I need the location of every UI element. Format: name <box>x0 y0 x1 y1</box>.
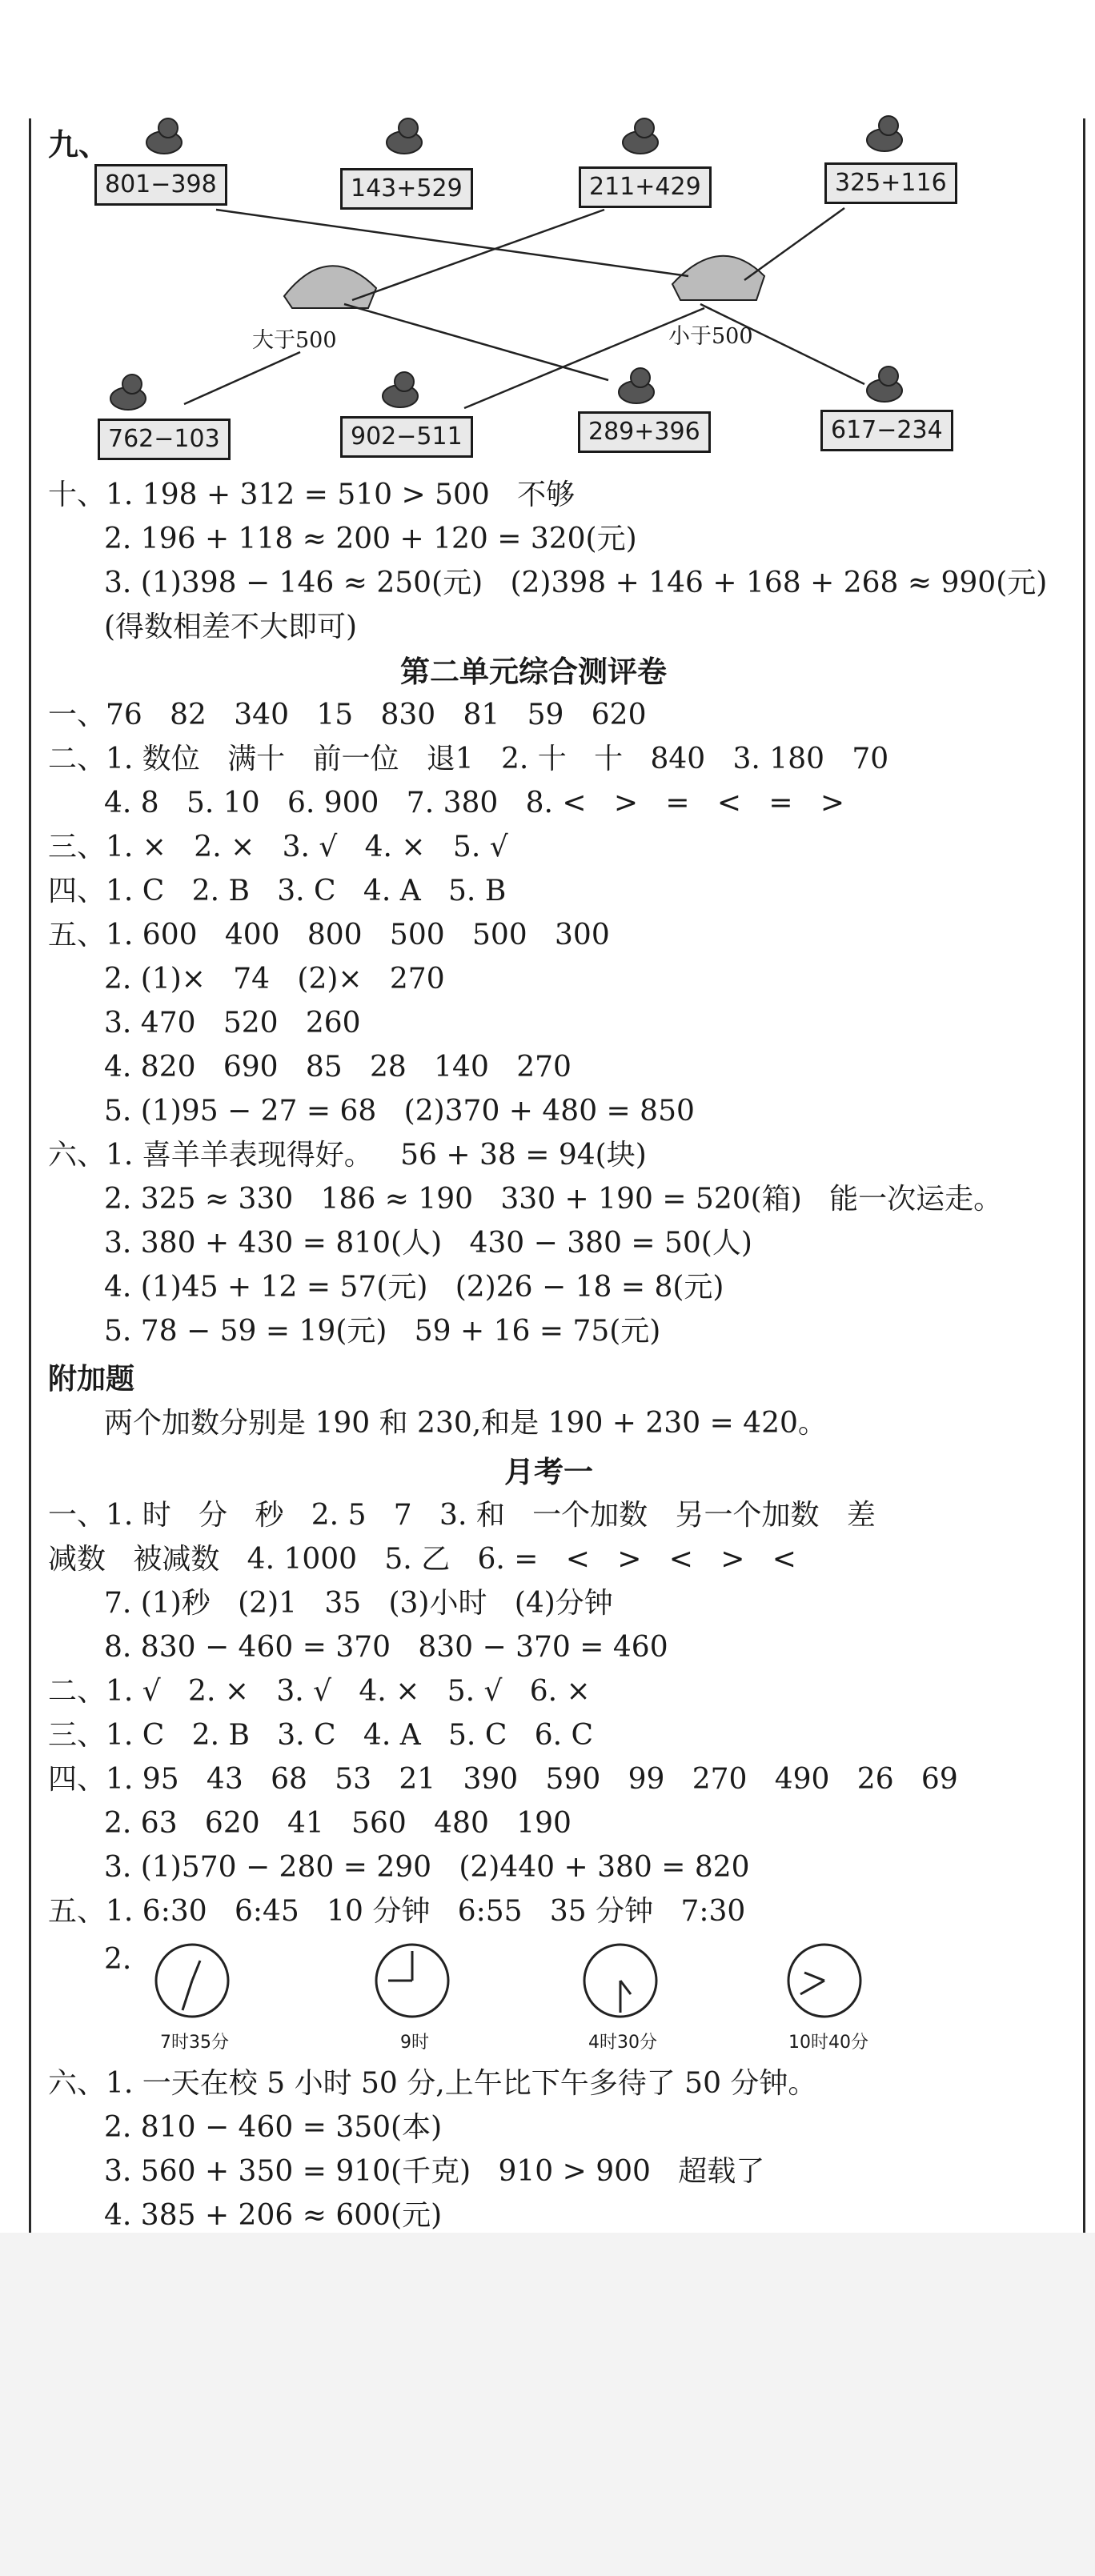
top-box-1: 801−398 <box>94 164 227 206</box>
unit2-line: 3. 380 + 430 = 810(人) 430 − 380 = 50(人) <box>104 1227 752 1260</box>
clock-label: 9时 <box>400 2033 429 2053</box>
month-tail-line: 3. 560 + 350 = 910(千克) 910 > 900 超载了 <box>104 2155 765 2188</box>
month-line: 2. <box>104 1943 132 1976</box>
month-tail-line: 六、1. 一天在校 5 小时 50 分,上午比下午多待了 50 分钟。 <box>48 2067 817 2100</box>
top-box-4: 325+116 <box>824 162 957 204</box>
unit2-line: 四、1. C 2. B 3. C 4. A 5. B <box>48 875 507 907</box>
month-line: 一、1. 时 分 秒 2. 5 7 3. 和 一个加数 另一个加数 差 <box>48 1499 876 1532</box>
month-line: 四、1. 95 43 68 53 21 390 590 99 270 490 26 69 <box>48 1763 958 1796</box>
month-line: 减数 被减数 4. 1000 5. 乙 6. = < > < > < <box>48 1543 796 1576</box>
bonus-text: 两个加数分别是 190 和 230,和是 190 + 230 = 420。 <box>104 1407 827 1440</box>
bottom-box-4: 617−234 <box>820 410 953 451</box>
unit2-line: 二、1. 数位 满十 前一位 退1 2. 十 十 840 3. 180 70 <box>48 743 889 775</box>
month-line: 三、1. C 2. B 3. C 4. A 5. C 6. C <box>48 1719 594 1752</box>
month-line: 五、1. 6:30 6:45 10 分钟 6:55 35 分钟 7:30 <box>48 1895 746 1928</box>
house-right-label: 小于500 <box>668 324 753 349</box>
unit2-line: 三、1. × 2. × 3. √ 4. × 5. √ <box>48 831 508 863</box>
unit2-line: 六、1. 喜羊羊表现得好。 56 + 38 = 94(块) <box>48 1139 647 1172</box>
unit2-line: 4. 8 5. 10 6. 900 7. 380 8. < > = < = > <box>104 787 845 819</box>
section-nine-label: 九、 <box>48 126 110 162</box>
month-line: 8. 830 − 460 = 370 830 − 370 = 460 <box>104 1631 668 1664</box>
top-box-2: 143+529 <box>340 168 473 210</box>
unit2-line: 5. (1)95 − 27 = 68 (2)370 + 480 = 850 <box>104 1095 695 1128</box>
bottom-box-1: 762−103 <box>98 419 231 460</box>
unit2-line: 一、76 82 340 15 830 81 59 620 <box>48 699 647 731</box>
clock-label: 10时40分 <box>788 2033 868 2053</box>
unit2-line: 4. 820 690 85 28 140 270 <box>104 1051 572 1084</box>
unit2-line: 五、1. 600 400 800 500 500 300 <box>48 919 610 951</box>
page-bottom-blank <box>0 2233 1095 2576</box>
ten-line-1: 十、1. 198 + 312 = 510 > 500 不够 <box>48 479 576 511</box>
house-left-icon <box>284 266 376 308</box>
house-left-label: 大于500 <box>252 328 337 353</box>
bottom-box-2: 902−511 <box>340 416 473 458</box>
unit2-line: 3. 470 520 260 <box>104 1007 361 1040</box>
unit2-title: 第二单元综合测评卷 <box>400 654 667 689</box>
ten-line-2: 2. 196 + 118 ≈ 200 + 120 = 320(元) <box>104 523 637 555</box>
unit2-line: 2. 325 ≈ 330 186 ≈ 190 330 + 190 = 520(箱) 能一次运走。 <box>104 1183 1003 1216</box>
month-line: 二、1. √ 2. × 3. √ 4. × 5. √ 6. × <box>48 1675 591 1708</box>
ten-line-3: 3. (1)398 − 146 ≈ 250(元) (2)398 + 146 + 168 + 268 ≈ 990(元) <box>104 567 1048 599</box>
ten-line-4: (得数相差不大即可) <box>104 611 358 643</box>
clock-label: 4时30分 <box>588 2033 657 2053</box>
month-tail-line: 4. 385 + 206 ≈ 600(元) <box>104 2199 443 2232</box>
unit2-line: 5. 78 − 59 = 19(元) 59 + 16 = 75(元) <box>104 1315 661 1348</box>
bonus-title: 附加题 <box>48 1363 135 1396</box>
month-line: 3. (1)570 − 280 = 290 (2)440 + 380 = 820 <box>104 1851 750 1884</box>
month-line: 7. (1)秒 (2)1 35 (3)小时 (4)分钟 <box>104 1587 613 1620</box>
top-box-3: 211+429 <box>579 166 712 208</box>
month-title: 月考一 <box>504 1454 593 1489</box>
matching-figure-lines <box>0 0 1095 480</box>
unit2-line: 2. (1)× 74 (2)× 270 <box>104 963 445 996</box>
month-tail-line: 2. 810 − 460 = 350(本) <box>104 2111 443 2144</box>
month-line: 2. 63 620 41 560 480 190 <box>104 1807 572 1840</box>
unit2-line: 4. (1)45 + 12 = 57(元) (2)26 − 18 = 8(元) <box>104 1271 724 1304</box>
clocks-figure <box>0 1937 1095 2033</box>
bottom-box-3: 289+396 <box>578 411 711 453</box>
house-right-icon <box>672 256 764 300</box>
clock-label: 7时35分 <box>160 2033 229 2053</box>
